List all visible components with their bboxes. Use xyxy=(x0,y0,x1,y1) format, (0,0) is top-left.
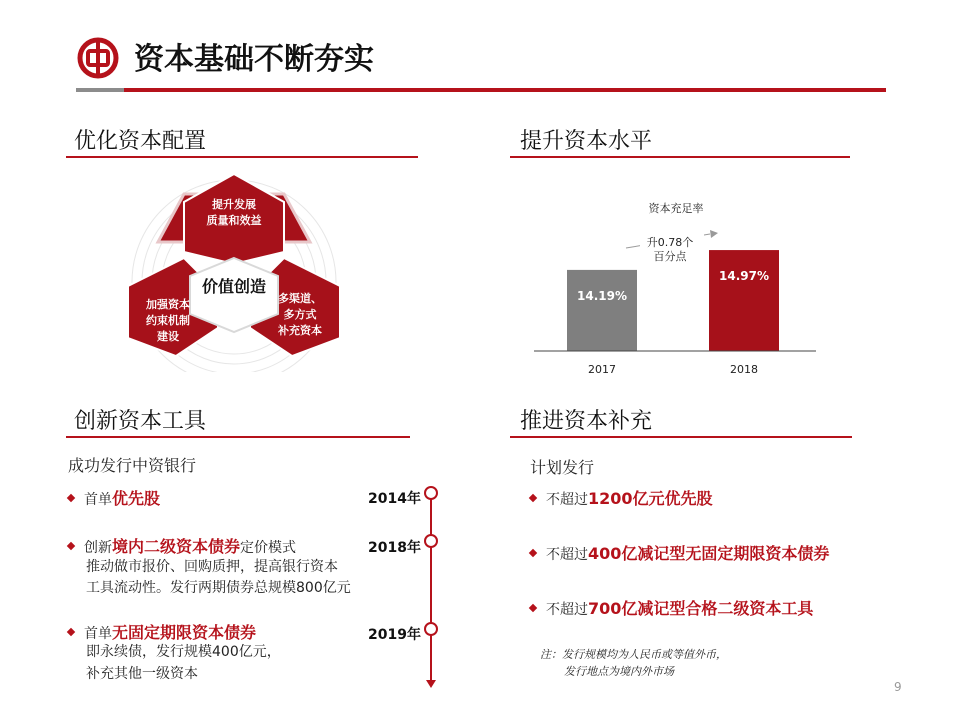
header-rule-red xyxy=(124,88,886,92)
item-suffix: 定价模式 xyxy=(240,540,297,556)
year-2018: 2018年 xyxy=(368,540,421,556)
capital-adequacy-chart xyxy=(530,190,830,380)
section-underline xyxy=(66,156,418,158)
section-underline xyxy=(510,156,850,158)
year-2014: 2014年 xyxy=(368,491,421,507)
tools-item-2018 xyxy=(68,534,296,557)
item-highlight: 境内二级资本债券 xyxy=(112,537,241,556)
section-title-optimize: 优化资本配置 xyxy=(74,129,207,154)
segment-constraint-line2: 约束机制 xyxy=(146,314,190,327)
bullet-diamond-icon xyxy=(529,549,537,557)
item-detail-line: 补充其他一级资本 xyxy=(86,666,198,682)
supplement-subtitle: 计划发行 xyxy=(530,458,595,477)
bullet-diamond-icon xyxy=(67,628,75,636)
item-highlight: 无固定期限资本债券 xyxy=(112,623,257,642)
section-title-tools: 创新资本工具 xyxy=(74,409,207,434)
bullet-diamond-icon xyxy=(67,494,75,502)
supplement-item-preferred xyxy=(530,486,713,509)
item-prefix: 首单 xyxy=(84,492,112,508)
item-highlight: 1200亿元优先股 xyxy=(588,489,713,508)
note-line2: 发行地点为境内外市场 xyxy=(564,665,674,678)
item-prefix: 不超过 xyxy=(546,547,588,563)
year-2019: 2019年 xyxy=(368,627,421,643)
timeline-dot xyxy=(424,486,438,500)
item-prefix: 首单 xyxy=(84,626,112,642)
item-prefix: 不超过 xyxy=(546,492,588,508)
timeline-dot xyxy=(424,622,438,636)
segment-quality-line1: 提升发展 xyxy=(212,198,256,211)
segment-channels-line2: 多方式 xyxy=(283,308,317,321)
segment-constraint-line1: 加强资本 xyxy=(146,298,190,311)
segment-quality-line2: 质量和效益 xyxy=(206,214,262,227)
bullet-diamond-icon xyxy=(529,604,537,612)
timeline-arrowhead xyxy=(426,680,436,688)
bullet-diamond-icon xyxy=(67,542,75,550)
x-tick-label: 2018 xyxy=(730,363,758,376)
section-title-supplement: 推进资本补充 xyxy=(520,409,653,434)
section-underline xyxy=(66,436,410,438)
trend-arrowhead xyxy=(710,230,718,238)
tools-item-2019 xyxy=(68,620,256,643)
note-line1: 注：发行规模均为人民币或等值外币， xyxy=(540,648,727,661)
timeline-line xyxy=(430,492,432,682)
timeline-dot xyxy=(424,534,438,548)
supplement-item-perpetual xyxy=(530,541,829,564)
bar-2017 xyxy=(567,270,637,351)
page-number: 9 xyxy=(894,680,902,694)
tools-subtitle: 成功发行中资银行 xyxy=(68,456,197,475)
center-label: 价值创造 xyxy=(201,277,267,296)
annotation-line1: 升0.78个 xyxy=(646,236,694,249)
bar-value-label: 14.97% xyxy=(719,269,769,284)
bar-value-label: 14.19% xyxy=(577,288,627,303)
item-detail-line: 推动做市报价、回购质押，提高银行资本 xyxy=(86,559,338,575)
tools-item-2014 xyxy=(68,486,160,509)
item-highlight: 700亿减记型合格二级资本工具 xyxy=(588,599,814,618)
annotation-line2: 百分点 xyxy=(653,250,687,263)
item-prefix: 创新 xyxy=(84,540,112,556)
value-creation-diagram xyxy=(118,172,358,372)
x-tick-label: 2017 xyxy=(588,363,616,376)
item-highlight: 优先股 xyxy=(112,489,161,508)
segment-channels-line3: 补充资本 xyxy=(278,324,322,337)
bar-2018 xyxy=(709,250,779,351)
bank-of-china-logo-icon xyxy=(76,36,120,80)
section-title-level: 提升资本水平 xyxy=(520,129,653,154)
supplement-item-tier2 xyxy=(530,596,813,619)
segment-constraint-line3: 建设 xyxy=(157,330,179,343)
page-title: 资本基础不断夯实 xyxy=(134,42,374,77)
item-prefix: 不超过 xyxy=(546,602,588,618)
item-detail-line: 即永续债，发行规模400亿元， xyxy=(86,644,281,660)
bullet-diamond-icon xyxy=(529,494,537,502)
section-underline xyxy=(510,436,852,438)
chart-title: 资本充足率 xyxy=(648,202,704,215)
segment-channels-line1: 多渠道、 xyxy=(278,292,322,305)
item-detail-line: 工具流动性。发行两期债券总规模800亿元 xyxy=(86,580,351,596)
header-rule-gray xyxy=(76,88,124,92)
item-highlight: 400亿减记型无固定期限资本债券 xyxy=(588,544,830,563)
